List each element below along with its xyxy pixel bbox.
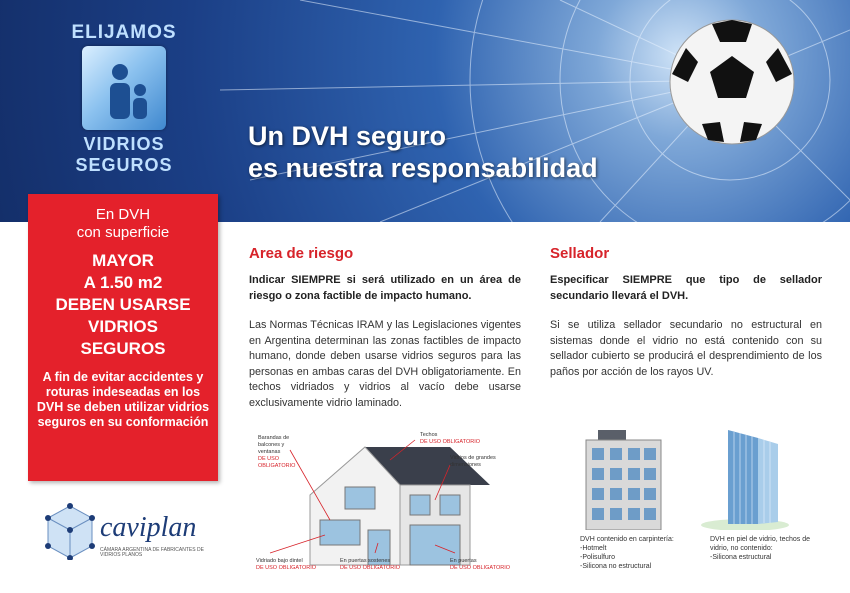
notice-emphasis xyxy=(28,250,218,360)
notice-big-line: A 1.50 m2 xyxy=(83,273,163,292)
label-text: En puertas xyxy=(450,558,477,564)
glass-building-icon xyxy=(700,430,790,530)
label-barandas xyxy=(258,435,308,470)
caption-title: DVH en piel de vidrio, techos de vidrio, no contenido: xyxy=(710,536,810,552)
notice-big-line: VIDRIOS xyxy=(88,317,158,336)
header-banner xyxy=(0,0,850,222)
notice-big-line: SEGUROS xyxy=(80,339,166,358)
label-techos xyxy=(420,432,480,446)
label-mandatory: DE USO OBLIGATORIO xyxy=(450,565,511,571)
notice-intro xyxy=(28,206,218,242)
label-mandatory: DE USO OBLIGATORIO xyxy=(420,439,481,445)
logo-line: SEGUROS xyxy=(75,155,173,175)
soccer-ball-icon xyxy=(668,18,796,146)
notice-detail: A fin de evitar accidentes y roturas indeseadas en los DVH se deben utilizar vidrios seguros en su conformación xyxy=(36,370,210,429)
sellador-bold-text: Especificar SIEMPRE que tipo de sellador secundario llevará el DVH. xyxy=(550,274,822,302)
sellador-title: Sellador xyxy=(550,245,610,262)
label-grandes: Vidrios de grandes dimensiones xyxy=(450,455,496,468)
brand-tagline: CÁMARA ARGENTINA DE FABRICANTES DE VIDRIOS PLANOS xyxy=(100,547,204,558)
area-title: Area de riesgo xyxy=(249,245,354,262)
headline xyxy=(248,120,598,184)
caption-title: DVH contenido en carpintería: xyxy=(580,536,674,543)
label-text: Barandas de balcones y ventanas xyxy=(258,435,290,455)
notice-big-line: MAYOR xyxy=(92,251,154,270)
caption-items: -Hotmelt -Polisulfuro -Silicona no estructural xyxy=(580,545,652,570)
label-bajo-dintel xyxy=(256,558,316,572)
notice-line: En DVH xyxy=(95,206,151,223)
label-mandatory: DE USO OBLIGATORIO xyxy=(256,565,317,571)
label-text: En puertas sostenes xyxy=(340,558,391,564)
caption-carpinteria xyxy=(580,535,690,571)
caption-items: -Silicona estructural xyxy=(710,554,772,561)
label-text: Vidriado bajo dintel xyxy=(256,558,303,564)
sellador-body-text: Si se utiliza sellador secundario no estructural en sistemas donde el vidrio no está contenido con su sellador cubierto se producirá el desprendimiento de los paños por acción de los rayos UV. xyxy=(550,319,822,378)
glass-cube-icon xyxy=(40,500,96,560)
label-text: Techos xyxy=(420,432,438,438)
notice-big-line: DEBEN USARSE xyxy=(55,295,191,314)
building-icon xyxy=(578,430,673,530)
logo-top-text: ELIJAMOS xyxy=(71,22,177,43)
label-puertas xyxy=(450,558,510,572)
brand-name: caviplan xyxy=(100,512,197,543)
area-bold-text: Indicar SIEMPRE si será utilizado en un área de riesgo o zona factible de impacto humano. xyxy=(249,274,521,302)
caviplan-logo xyxy=(40,500,220,570)
area-body-text: Las Normas Técnicas IRAM y las Legislaciones vigentes en Argentina determinan las zonas factibles de impacto humano, donde deben usarse vidrios seguros para las personas en ambas caras del DVH obligatoriamente. En techos vidriados y vidrios al vacío debe usarse exclusivamente vidrio laminado. xyxy=(249,319,521,409)
notice-box xyxy=(28,194,218,481)
family-icon xyxy=(82,46,166,130)
label-mandatory: DE USO OBLIGATORIO xyxy=(258,456,296,469)
caption-piel-vidrio xyxy=(710,535,810,562)
logo-line: VIDRIOS xyxy=(83,134,165,154)
headline-line-1: Un DVH seguro xyxy=(248,121,447,151)
headline-line-2: es nuestra responsabilidad xyxy=(248,153,598,183)
label-mandatory: DE USO OBLIGATORIO xyxy=(340,565,401,571)
notice-line: con superficie xyxy=(76,224,170,241)
logo xyxy=(44,22,204,202)
label-puertas-sostenes xyxy=(340,558,420,572)
logo-bottom-text xyxy=(44,134,204,176)
